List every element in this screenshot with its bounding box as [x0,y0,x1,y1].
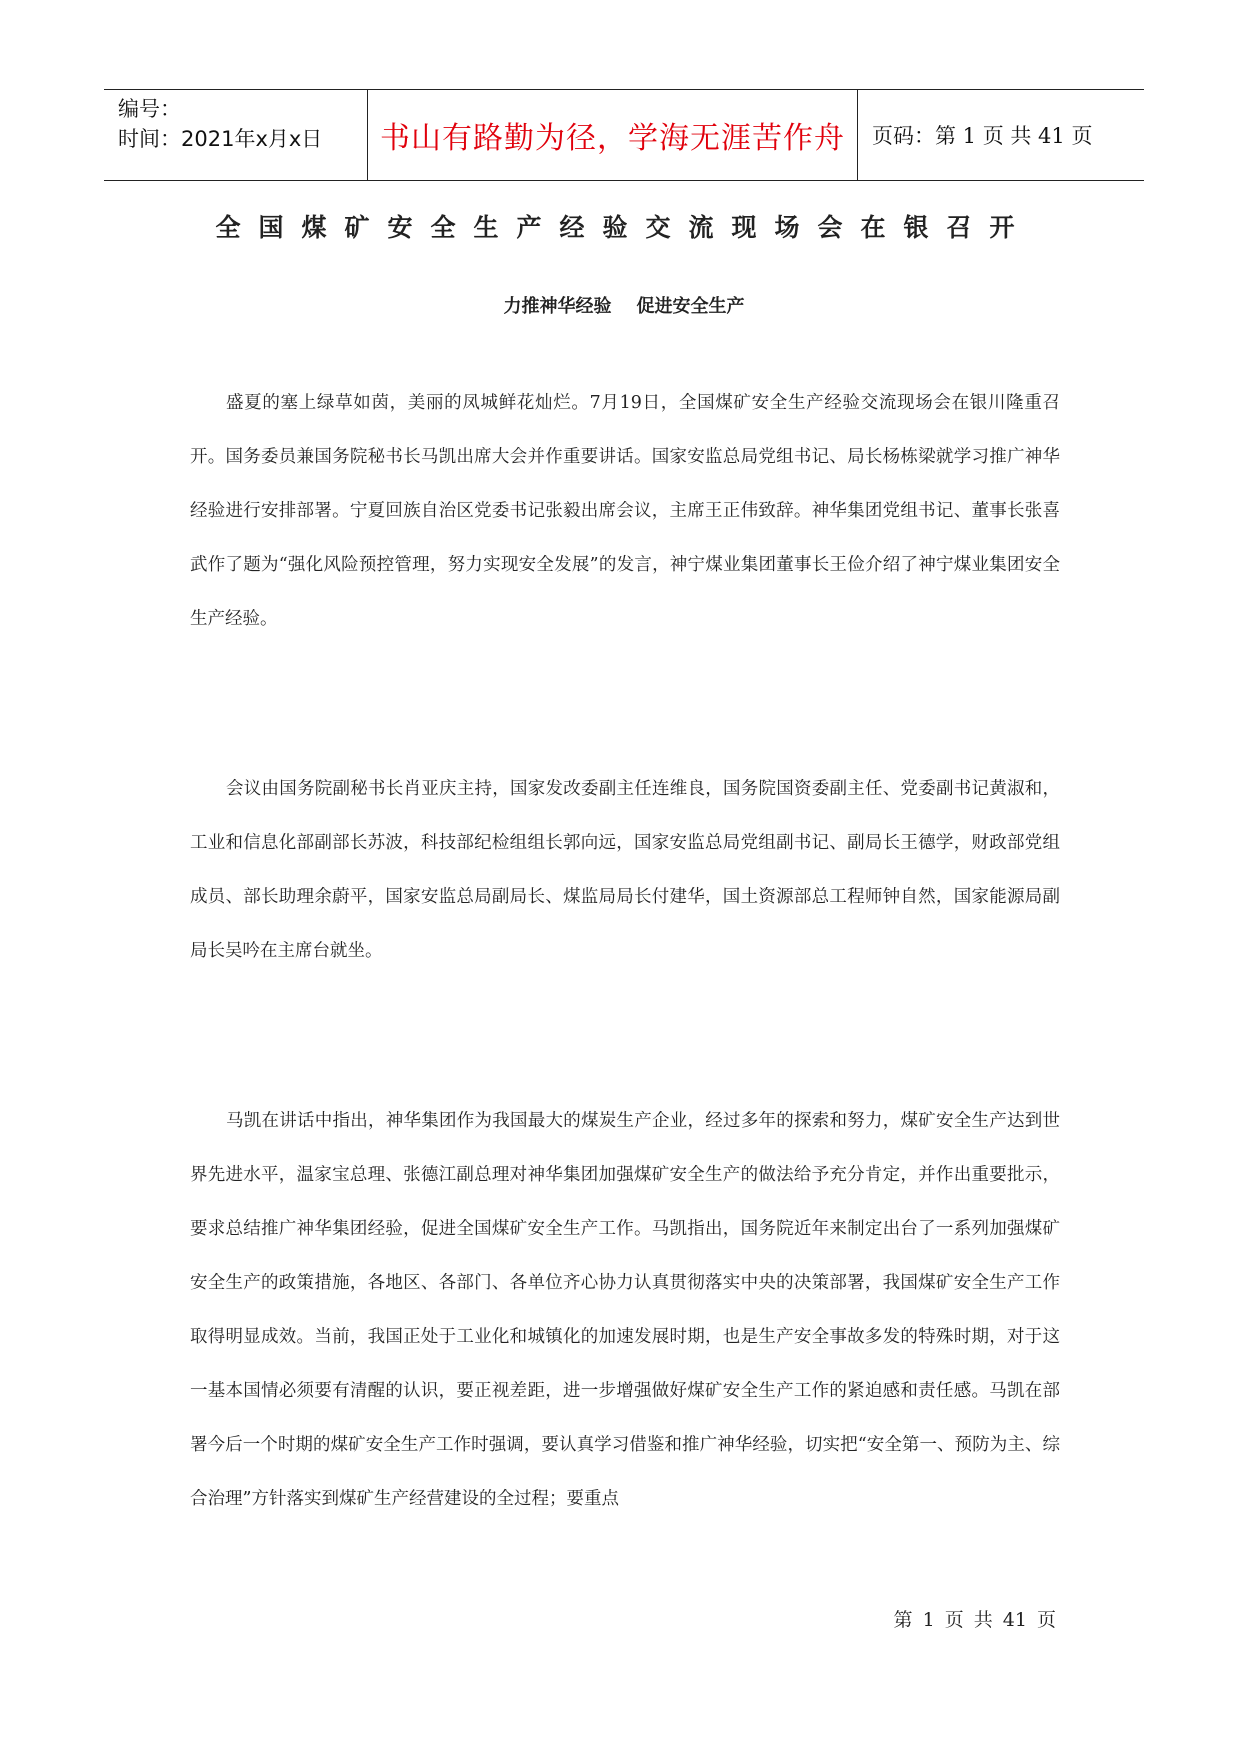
header-meta-cell [104,90,368,180]
body-paragraph: 会议由国务院副秘书长肖亚庆主持，国家发改委副主任连维良，国务院国资委副主任、党委副书记黄淑和，工业和信息化部副部长苏波，科技部纪检组组长郭向远，国家安监总局党组副书记、副局长王德学，财政部党组成员、部长助理余蔚平，国家安监总局副局长、煤监局局长付建华，国土资源部总工程师钟自然，国家能源局副局长吴吟在主席台就坐。 [190,779,1060,961]
body-paragraph: 马凯在讲话中指出，神华集团作为我国最大的煤炭生产企业，经过多年的探索和努力，煤矿安全生产达到世界先进水平，温家宝总理、张德江副总理对神华集团加强煤矿安全生产的做法给予充分肯定，并作出重要批示，要求总结推广神华集团经验，促进全国煤矿安全生产工作。马凯指出，国务院近年来制定出台了一系列加强煤矿安全生产的政策措施，各地区、各部门、各单位齐心协力认真贯彻落实中央的决策部署，我国煤矿安全生产工作取得明显成效。当前，我国正处于工业化和城镇化的加速发展时期，也是生产安全事故多发的特殊时期，对于这一基本国情必须要有清醒的认识，要正视差距，进一步增强做好煤矿安全生产工作的紧迫感和责任感。马凯在部署今后一个时期的煤矿安全生产工作时强调，要认真学习借鉴和推广神华经验，切实把“安全第一、预防为主、综合治理”方针落实到煤矿生产经营建设的全过程；要重点 [190,1111,1060,1509]
motto-text: 书山有路勤为径，学海无涯苦作舟 [380,121,845,156]
document-title: 全国煤矿安全生产经验交流现场会在银召开 [215,213,1033,242]
header-page-cell [858,90,1144,180]
body-paragraph: 盛夏的塞上绿草如茵，美丽的凤城鲜花灿烂。7月19日，全国煤矿安全生产经验交流现场会在银川隆重召开。国务委员兼国务院秘书长马凯出席大会并作重要讲话。国家安监总局党组书记、局长杨栋梁就学习推广神华经验进行安排部署。宁夏回族自治区党委书记张毅出席会议，主席王正伟致辞。神华集团党组书记、董事长张喜武作了题为“强化风险预控管理，努力实现安全发展”的发言，神宁煤业集团董事长王俭介绍了神宁煤业集团安全生产经验。 [190,393,1060,629]
time-label: 时间：2021年x月x日 [118,127,323,151]
number-label: 编号： [118,97,181,121]
document-header [104,89,1144,181]
document-subtitle: 力推神华经验 促进安全生产 [503,296,745,317]
page-info: 页码：第 1 页 共 41 页 [872,124,1093,148]
page-footer: 第 1 页 共 41 页 [893,1609,1056,1631]
header-motto-cell [368,90,858,180]
